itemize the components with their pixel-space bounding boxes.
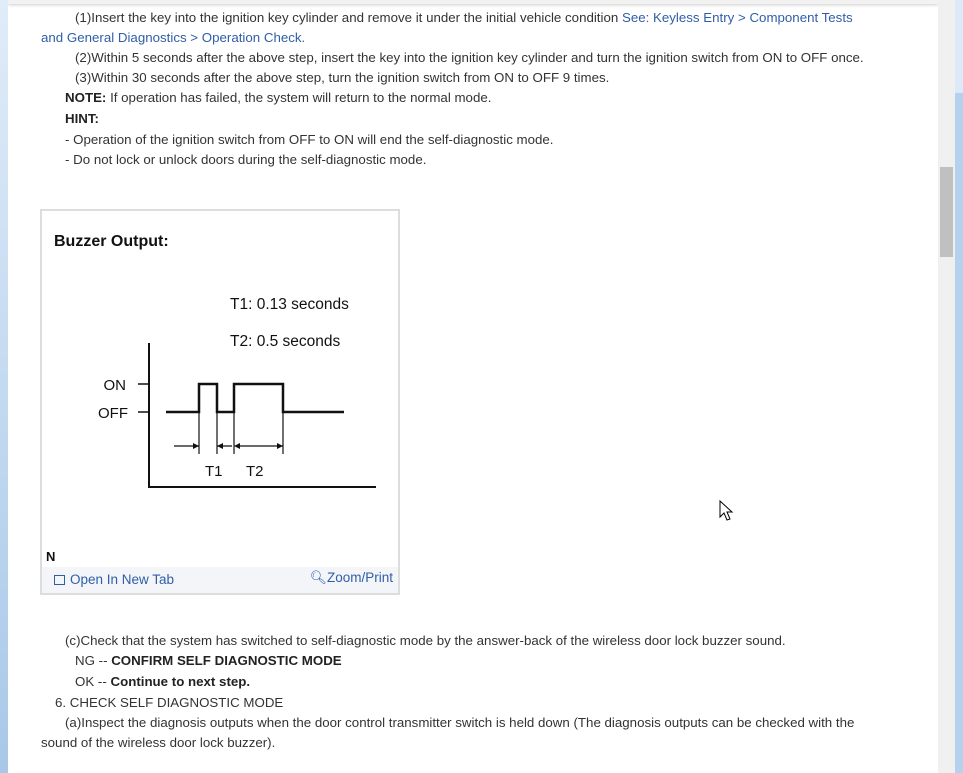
window-border-right — [955, 0, 963, 773]
new-tab-icon — [54, 575, 65, 585]
hint-1: - Operation of the ignition switch from OFF to ON will end the self-diagnostic mode. — [65, 132, 554, 147]
result-ok: OK -- Continue to next step. — [75, 674, 251, 689]
vertical-scrollbar[interactable] — [938, 0, 955, 773]
section-6-heading: 6. CHECK SELF DIAGNOSTIC MODE — [55, 695, 284, 710]
t1-spec: T1: 0.13 seconds — [230, 296, 349, 313]
top-bar — [8, 0, 938, 4]
step-a: (a)Inspect the diagnosis outputs when the door control transmitter switch is held down (The diagnosis outputs can be checked with the — [65, 715, 855, 730]
figure-toolbar — [42, 567, 398, 593]
t2-label: T2 — [246, 463, 264, 480]
t2-spec: T2: 0.5 seconds — [230, 333, 341, 350]
link-operation-check[interactable]: and General Diagnostics > Operation Check — [41, 30, 302, 45]
scrollbar-thumb[interactable] — [940, 167, 953, 257]
figure-code: N — [46, 549, 56, 564]
window-border-left — [0, 0, 8, 773]
note: NOTE: If operation has failed, the system will return to the normal mode. — [65, 90, 492, 105]
zoom-print-button[interactable]: 🔍︎Zoom/Print — [309, 570, 393, 585]
link-keyless-entry[interactable]: See: Keyless Entry > Component Tests — [621, 10, 853, 25]
hint-label: HINT: — [65, 111, 99, 126]
step-1-cont: and General Diagnostics > Operation Check. — [41, 30, 306, 45]
on-label: ON — [103, 377, 126, 394]
result-ng: NG -- CONFIRM SELF DIAGNOSTIC MODE — [75, 653, 342, 668]
figure-title: Buzzer Output: — [54, 233, 169, 250]
zoom-in-icon: 🔍︎ — [309, 570, 327, 585]
hint-2: - Do not lock or unlock doors during the self-diagnostic mode. — [65, 152, 427, 167]
document-page — [8, 0, 938, 773]
step-2: (2)Within 5 seconds after the above step, insert the key into the ignition key cylinder and turn the ignition switch from ON to OFF once. — [75, 50, 864, 65]
step-1: (1)Insert the key into the ignition key cylinder and remove it under the initial vehicle condition See: Keyless Entry > Component Tests — [75, 10, 853, 25]
step-c: (c)Check that the system has switched to self-diagnostic mode by the answer-back of the wireless door lock buzzer sound. — [65, 633, 786, 648]
step-a-cont: sound of the wireless door lock buzzer). — [41, 735, 276, 750]
mouse-cursor-icon — [719, 500, 735, 522]
t1-label: T1 — [205, 463, 223, 480]
off-label: OFF — [98, 405, 128, 422]
buzzer-diagram — [42, 211, 398, 567]
buzzer-output-figure — [40, 209, 400, 595]
step-3: (3)Within 30 seconds after the above step, turn the ignition switch from ON to OFF 9 times. — [75, 70, 610, 85]
open-in-new-tab-button[interactable]: Open In New Tab — [54, 572, 174, 587]
